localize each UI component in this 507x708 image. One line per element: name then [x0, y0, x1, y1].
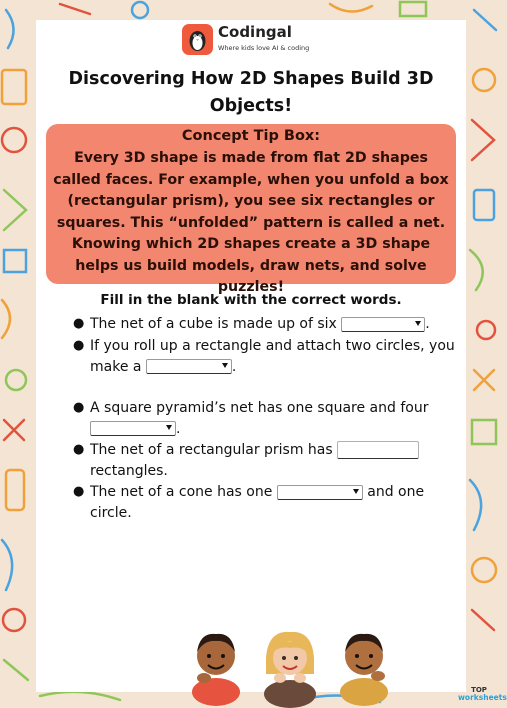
question-1 — [73, 314, 456, 335]
caret-down-icon — [415, 321, 421, 326]
boy-left-icon — [192, 634, 240, 706]
question-3 — [73, 398, 456, 439]
penguin-icon — [182, 24, 213, 55]
tip-box-heading: Concept Tip Box: — [181, 128, 321, 144]
question-4 — [73, 440, 456, 481]
question-text-end: . — [176, 420, 181, 437]
question-text: If you roll up a rectangle and attach two circles, you make a — [90, 338, 455, 375]
answer-dropdown-5[interactable] — [277, 485, 363, 500]
bullet-icon: ● — [73, 316, 85, 331]
top-worksheets-brand — [458, 686, 507, 702]
brand-line-1: TOP — [471, 686, 487, 694]
caret-down-icon — [353, 489, 359, 494]
kids-illustration — [184, 628, 396, 692]
caret-down-icon — [222, 363, 228, 368]
question-text: The net of a cone has one — [90, 484, 273, 500]
boy-right-icon — [340, 634, 388, 706]
girl-middle-icon — [264, 632, 316, 708]
codingal-logo — [182, 24, 332, 60]
answer-dropdown-2[interactable] — [146, 359, 232, 374]
question-text-end: rectangles. — [90, 462, 168, 479]
question-text: The net of a cube is made up of six — [90, 316, 337, 332]
question-2 — [73, 336, 456, 377]
tip-box-body: Every 3D shape is made from flat 2D shapes called faces. For example, when you unfold a box (rectangular prism), you see six rectangles or squares. This “unfolded” pattern is called a net. Knowing which 2D shapes create a 3D shape helps us build models, draw nets, and solve puzzles! — [53, 150, 449, 295]
page-title: Discovering How 2D Shapes Build 3D Objects! — [68, 69, 434, 116]
concept-tip-box — [46, 124, 456, 295]
bullet-icon: ● — [73, 338, 85, 353]
answer-textbox-4[interactable] — [337, 441, 419, 459]
question-text-end: . — [425, 316, 430, 332]
answer-dropdown-3[interactable] — [90, 421, 176, 436]
question-text-end: . — [231, 358, 237, 375]
brand-line-2: worksheets — [458, 693, 507, 702]
answer-dropdown-1[interactable] — [341, 317, 425, 332]
bullet-icon: ● — [73, 484, 85, 499]
question-text-end: and one circle. — [90, 484, 425, 521]
question-text: The net of a rectangular prism has — [90, 442, 333, 458]
instruction-text: Fill in the blank with the correct words. — [100, 292, 402, 308]
logo-tagline: Where kids love AI & coding — [218, 44, 310, 52]
question-5 — [73, 482, 456, 523]
bullet-icon: ● — [73, 442, 85, 457]
logo-name: Codingal — [218, 23, 292, 41]
worksheet-page — [36, 20, 466, 692]
bullet-icon: ● — [73, 400, 85, 415]
question-text: A square pyramid’s net has one square and four — [90, 400, 429, 416]
caret-down-icon — [166, 425, 172, 430]
